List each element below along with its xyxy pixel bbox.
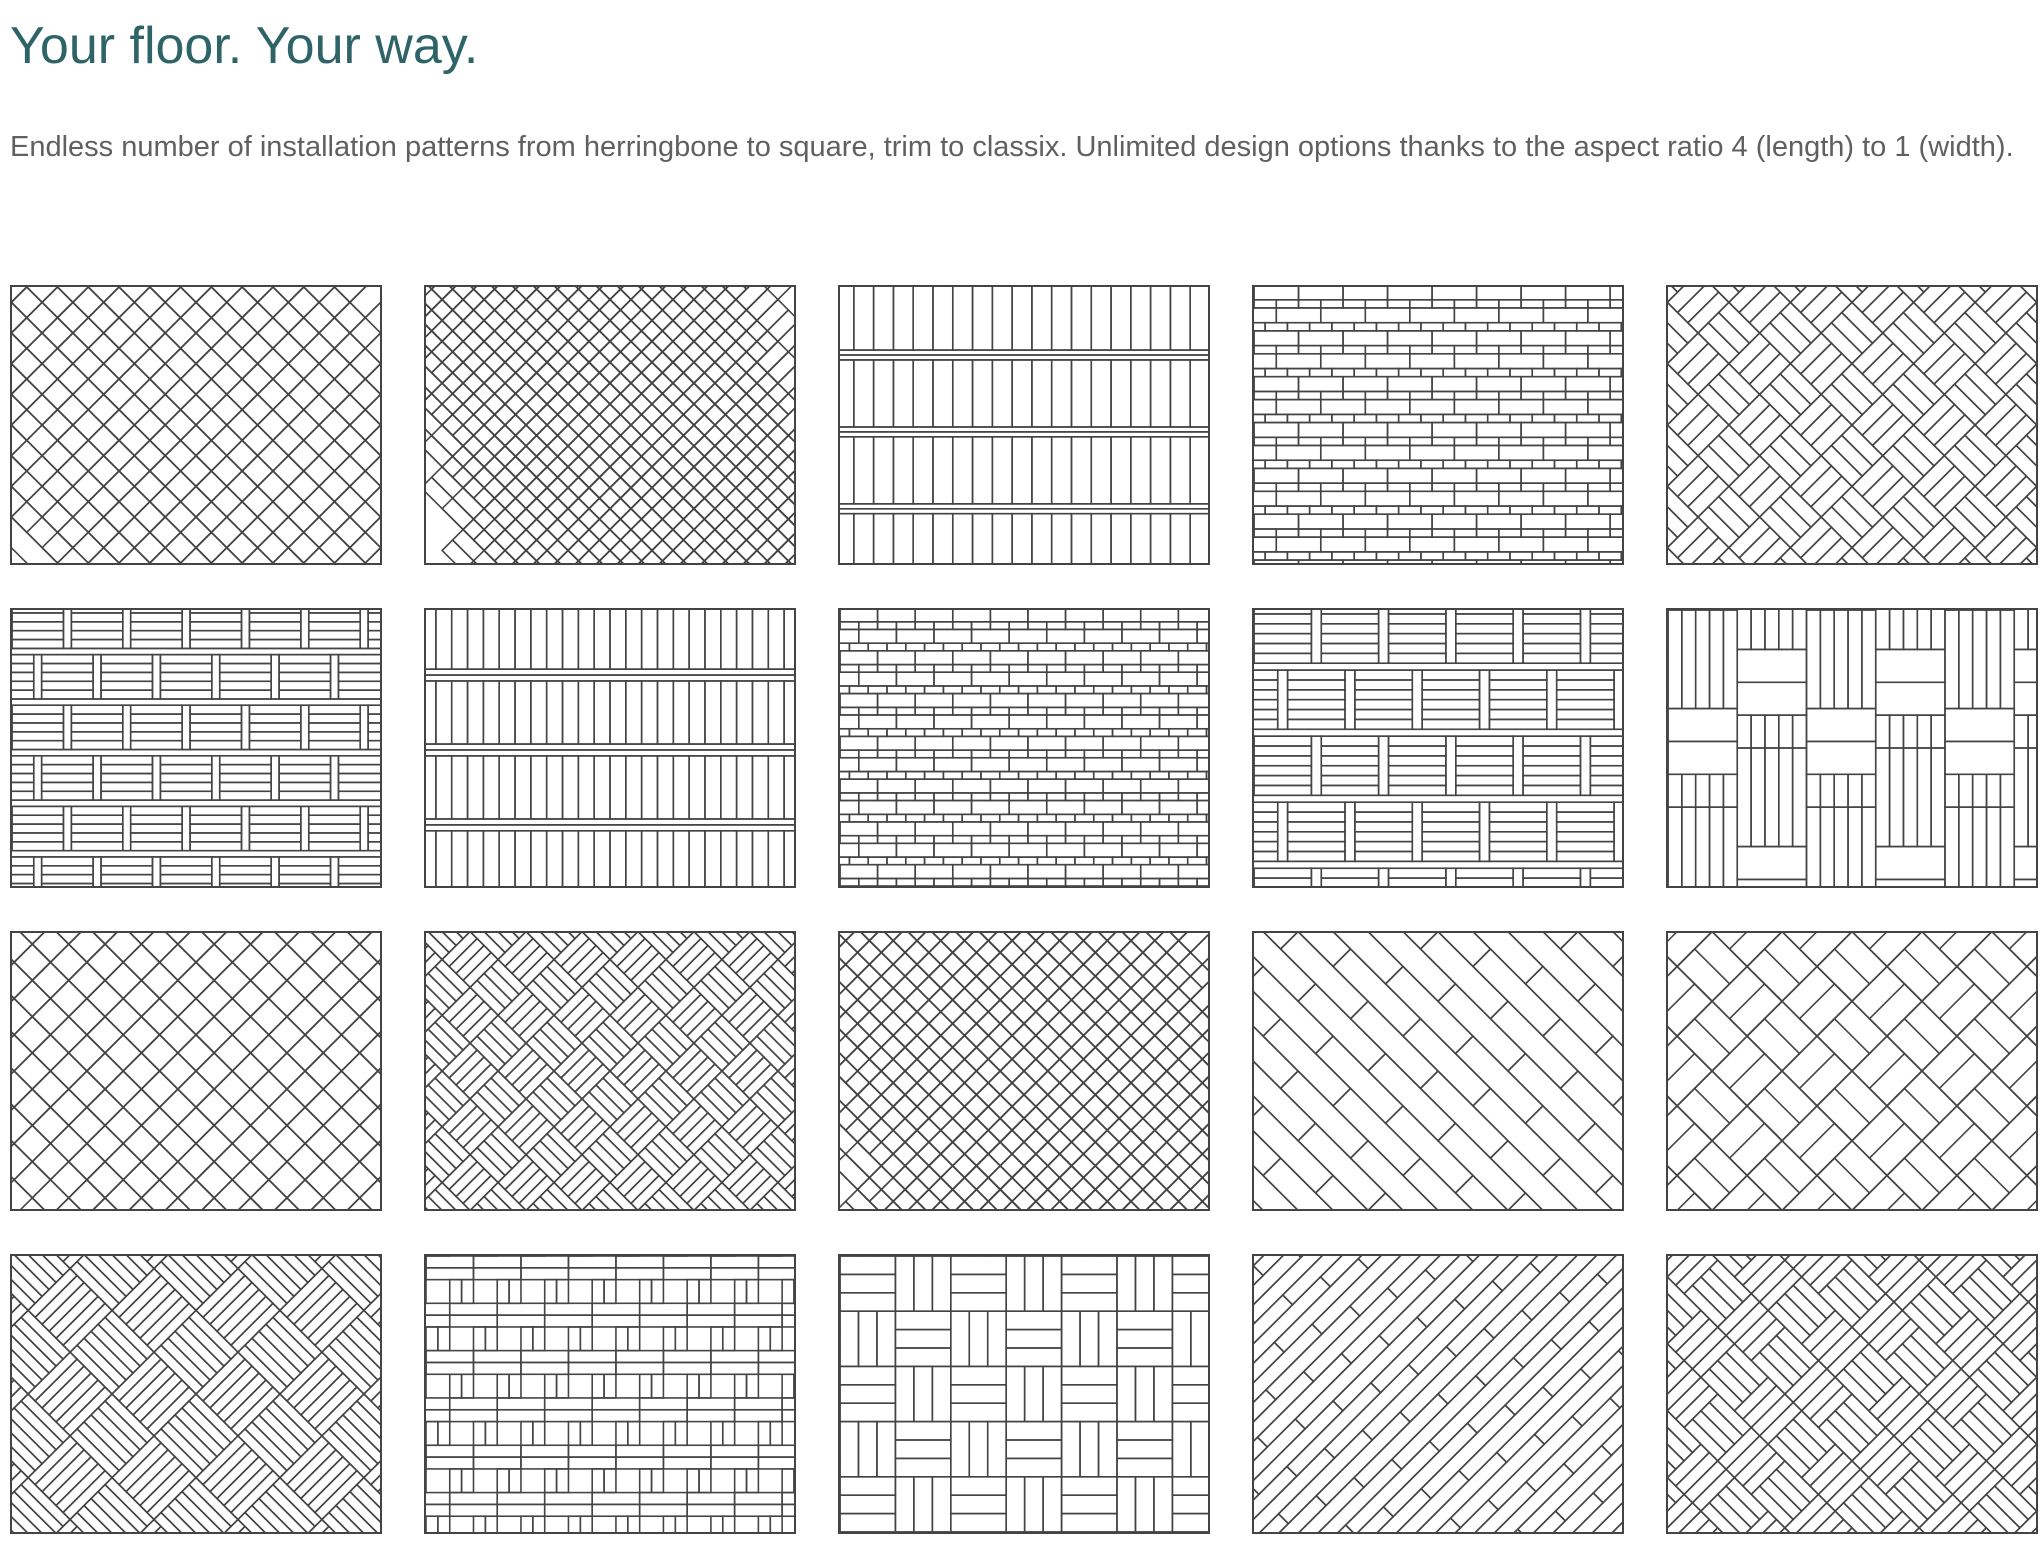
pattern-tile[interactable] (1666, 285, 2038, 565)
pattern-tile[interactable] (10, 1254, 382, 1534)
pattern-tile[interactable] (1252, 285, 1624, 565)
pattern-tile[interactable] (838, 285, 1210, 565)
pattern-grid (10, 285, 2030, 1534)
pattern-tile[interactable] (1252, 608, 1624, 888)
pattern-tile[interactable] (10, 931, 382, 1211)
brick-bond-pattern-icon (1254, 287, 1622, 563)
diagonal-basket-pattern-icon (1668, 287, 2036, 563)
pattern-tile[interactable] (10, 285, 382, 565)
basketweave-square-pattern-icon (840, 1256, 1208, 1532)
diagonal-basketweave-pattern-icon (12, 1256, 380, 1532)
herringbone-double-pattern-icon (426, 287, 794, 563)
pattern-tile[interactable] (1666, 1254, 2038, 1534)
pattern-tile[interactable] (1666, 931, 2038, 1211)
herringbone-wide-pattern-icon (12, 933, 380, 1209)
vertical-course-pattern-icon (840, 287, 1208, 563)
pattern-tile[interactable] (838, 608, 1210, 888)
ladder-horizontal-pattern-icon (12, 610, 380, 886)
page-title: Your floor. Your way. (10, 14, 478, 78)
herringbone-single-pattern-icon (12, 287, 380, 563)
diagonal-offset-blocks-pattern-icon (1254, 933, 1622, 1209)
pattern-tile[interactable] (424, 608, 796, 888)
diagonal-basket-triple-pattern-icon (426, 933, 794, 1209)
brick-bond-alternate-pattern-icon (840, 610, 1208, 886)
vertical-course-with-stripes-pattern-icon (426, 610, 794, 886)
diagonal-basket-double-pattern-icon (1668, 1256, 2036, 1532)
pattern-tile[interactable] (424, 285, 796, 565)
block-mixed-pattern-icon (1668, 610, 2036, 886)
diagonal-square-grid-pattern-icon (1668, 933, 2036, 1209)
pattern-tile[interactable] (1252, 1254, 1624, 1534)
pattern-tile[interactable] (424, 1254, 796, 1534)
herringbone-straight-pattern-icon (426, 1256, 794, 1532)
pattern-tile[interactable] (838, 1254, 1210, 1534)
pattern-tile[interactable] (424, 931, 796, 1211)
pattern-tile[interactable] (1252, 931, 1624, 1211)
pattern-tile[interactable] (838, 931, 1210, 1211)
ladder-mixed-pattern-icon (1254, 610, 1622, 886)
intro-text: Endless number of installation patterns from herringbone to square, trim to classix. Unlimited design options thanks to the aspect ratio 4 (length) to 1 (width). (10, 122, 2020, 173)
diagonal-stripes-pattern-icon (1254, 1256, 1622, 1532)
pattern-tile[interactable] (1666, 608, 2038, 888)
herringbone-double-alternate-pattern-icon (840, 933, 1208, 1209)
pattern-tile[interactable] (10, 608, 382, 888)
